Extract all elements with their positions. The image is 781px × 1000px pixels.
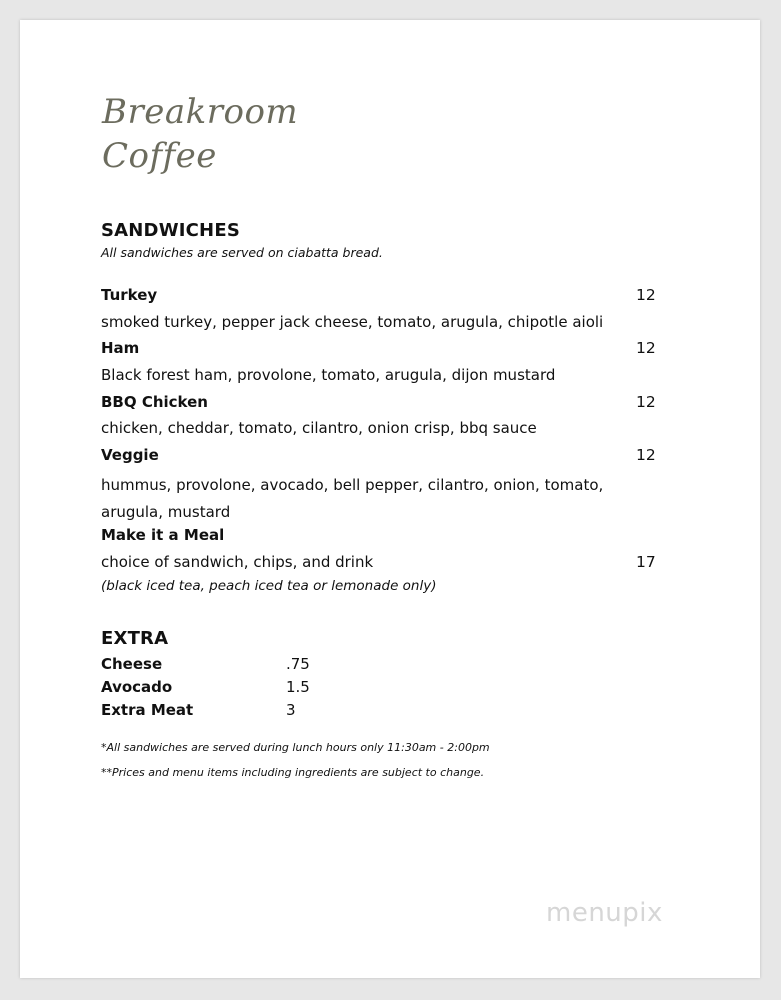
item-name-turkey: Turkey (101, 286, 158, 304)
extra-price-avocado: 1.5 (286, 678, 310, 696)
extra-price-cheese: .75 (286, 655, 310, 673)
footnote-hours: *All sandwiches are served during lunch hours only 11:30am - 2:00pm (101, 741, 490, 754)
meal-description: choice of sandwich, chips, and drink (101, 553, 374, 571)
item-name-bbq-chicken: BBQ Chicken (101, 393, 208, 411)
sandwiches-subtitle: All sandwiches are served on ciabatta bread. (101, 245, 383, 260)
item-description-turkey: smoked turkey, pepper jack cheese, tomato, arugula, chipotle aioli (101, 313, 604, 331)
item-description-veggie: hummus, provolone, avocado, bell pepper, cilantro, onion, tomato, arugula, mustard (101, 476, 604, 521)
item-name-veggie: Veggie (101, 446, 159, 464)
item-price-veggie: 12 (636, 446, 656, 464)
item-price-bbq-chicken: 12 (636, 393, 656, 411)
sandwiches-heading: SANDWICHES (101, 220, 240, 241)
extra-heading: EXTRA (101, 628, 169, 649)
item-description-ham: Black forest ham, provolone, tomato, arugula, dijon mustard (101, 366, 556, 384)
item-description-bbq-chicken: chicken, cheddar, tomato, cilantro, onion crisp, bbq sauce (101, 419, 537, 437)
item-price-turkey: 12 (636, 286, 656, 304)
watermark-logo: menupix (546, 898, 663, 928)
item-name-ham: Ham (101, 339, 140, 357)
extra-name-avocado: Avocado (101, 678, 173, 696)
menu-page (20, 20, 760, 978)
meal-price: 17 (636, 553, 656, 571)
brand-line-2: Coffee (102, 136, 217, 176)
item-price-ham: 12 (636, 339, 656, 357)
meal-drink-note: (black iced tea, peach iced tea or lemonade only) (101, 578, 437, 594)
extra-price-extra-meat: 3 (286, 701, 296, 719)
brand-line-1: Breakroom (102, 92, 299, 132)
footnote-disclaimer: **Prices and menu items including ingredients are subject to change. (101, 766, 485, 779)
extra-name-extra-meat: Extra Meat (101, 701, 194, 719)
extra-name-cheese: Cheese (101, 655, 163, 673)
brand-logo (102, 90, 298, 178)
meal-name: Make it a Meal (101, 526, 225, 544)
